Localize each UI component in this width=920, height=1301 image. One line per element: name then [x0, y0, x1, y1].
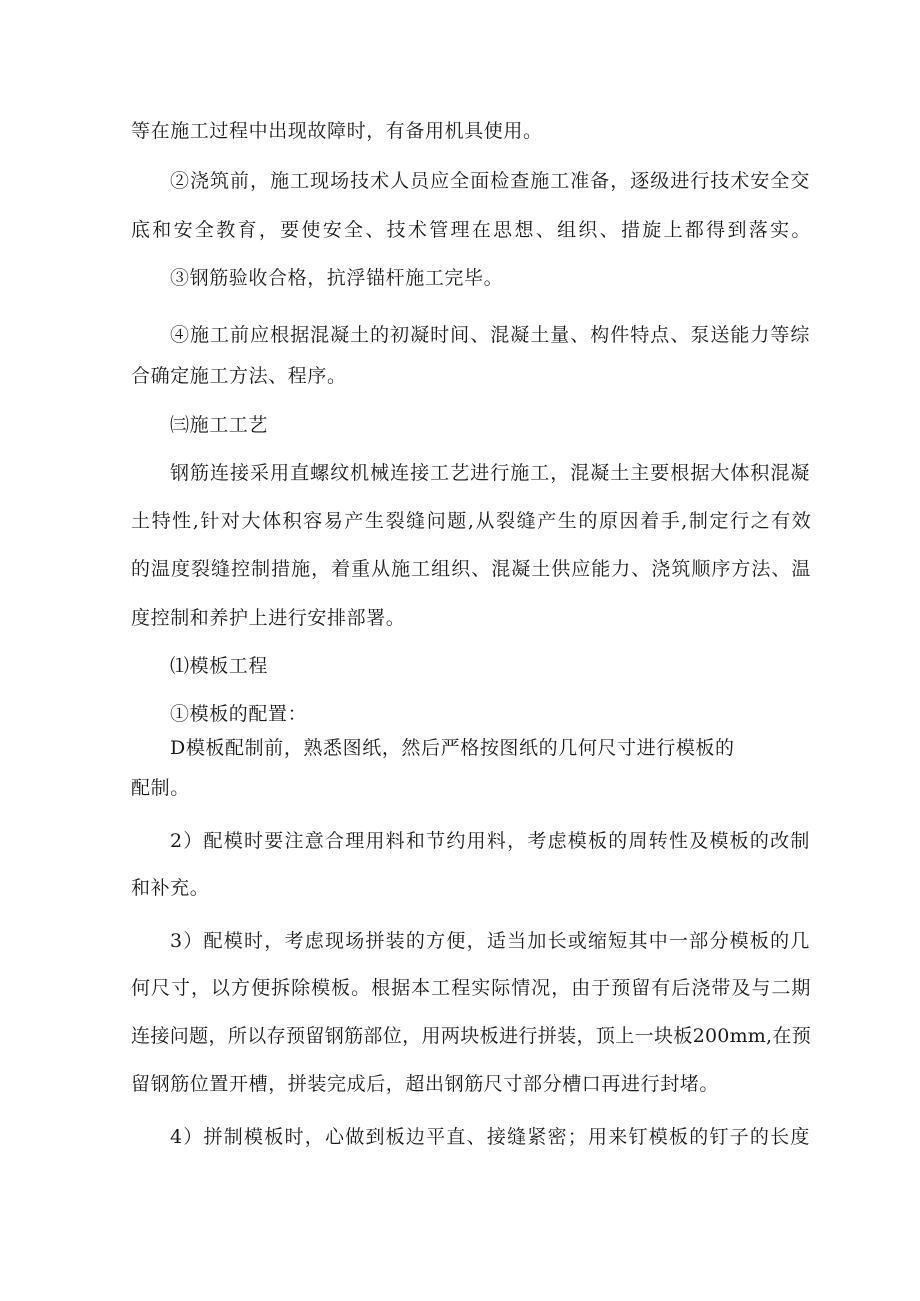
- text-line: 3）配模时，考虑现场拼装的方便，适当加长或缩短其中一部分模板的几: [170, 930, 810, 952]
- section-heading: ㈢施工工艺: [170, 414, 269, 436]
- text-line: 等在施工过程中出现故障时，有备用机具使用。: [131, 120, 543, 142]
- text-line: D模板配制前，熟悉图纸，然后严格按图纸的几何尺寸进行模板的: [170, 737, 735, 759]
- text-line: 度控制和养护上进行安排部署。: [131, 607, 406, 629]
- text-line: 土特性,针对大体积容易产生裂缝问题,从裂缝产生的原因着手,制定行之有效: [131, 510, 811, 532]
- text-line: 钢筋连接采用直螺纹机械连接工艺进行施工，混凝土主要根据大体积混凝: [170, 462, 810, 484]
- text-line: 4）拼制模板时，心做到板边平直、接缝紧密；用来钉模板的钉子的长度: [170, 1126, 810, 1148]
- text-line: 的温度裂缝控制措施，着重从施工组织、混凝土供应能力、浇筑顺序方法、温: [131, 558, 811, 580]
- text-line: 合确定施工方法、程序。: [131, 365, 347, 387]
- text-line: 和补充。: [131, 877, 210, 899]
- subsection-heading: ①模板的配置：: [170, 703, 308, 725]
- subsection-heading: ⑴模板工程: [170, 655, 269, 677]
- text-line: 配制。: [131, 777, 190, 799]
- text-line: ③钢筋验收合格，抗浮锚杆施工完毕。: [170, 267, 504, 289]
- text-line: 连接问题，所以存预留钢筋部位，用两块板进行拼装，顶上一块板200mm,在预: [131, 1025, 811, 1047]
- text-line: 何尺寸，以方便拆除模板。根据本工程实际情况，由于预留有后浇带及与二期: [131, 977, 811, 999]
- text-line: ②浇筑前，施工现场技术人员应全面检查施工准备，逐级进行技术安全交: [170, 170, 810, 192]
- text-line: 底和安全教育，要使安全、技术管理在思想、组织、措旋上都得到落实。: [131, 219, 811, 241]
- text-line: 2）配模时要注意合理用料和节约用料，考虑模板的周转性及模板的改制: [170, 830, 810, 852]
- text-line: ④施工前应根据混凝土的初凝时间、混凝土量、构件特点、泵送能力等综: [170, 324, 810, 346]
- text-line: 留钢筋位置开槽，拼装完成后，超出钢筋尺寸部分槽口再进行封堵。: [131, 1073, 720, 1095]
